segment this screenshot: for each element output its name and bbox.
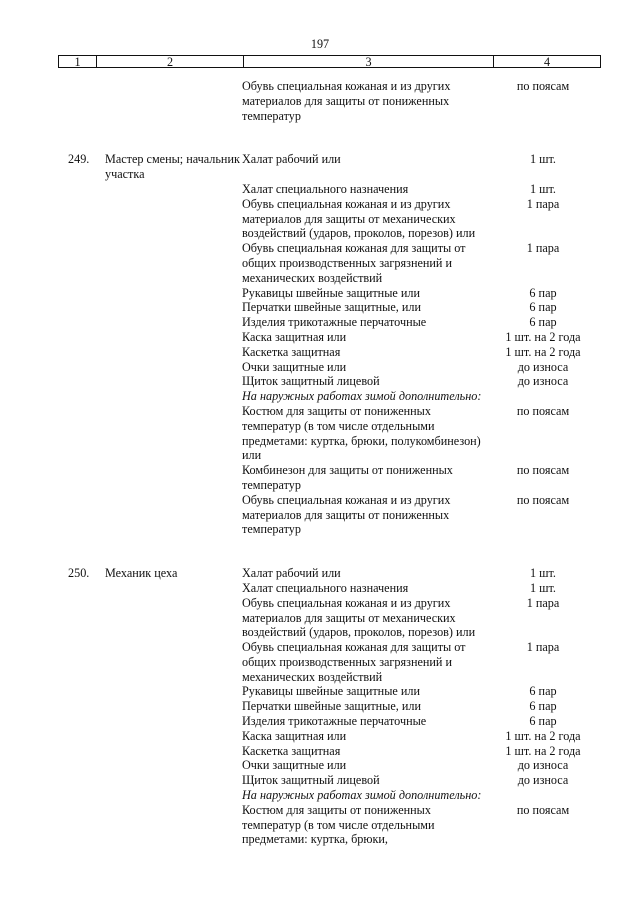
- profession-cell: [105, 374, 242, 389]
- profession-cell: [105, 182, 242, 197]
- protective-item: Комбинезон для защиты от пониженных температур: [242, 463, 453, 492]
- entry-number-cell: [0, 182, 105, 197]
- issue-norm: 1 шт.: [530, 181, 556, 196]
- profession-cell: [105, 729, 242, 744]
- issue-norm: 1 пара: [526, 595, 560, 610]
- profession-cell: [105, 241, 242, 285]
- entry-number-cell: [0, 300, 105, 315]
- entry-number-cell: [0, 404, 105, 463]
- entry-number-cell: [0, 315, 105, 330]
- protective-item: Очки защитные или: [242, 359, 347, 374]
- profession-cell: [105, 197, 242, 241]
- entry-number-cell: [0, 714, 105, 729]
- issue-norm: 1 шт.: [530, 152, 556, 167]
- table-row: [0, 684, 640, 699]
- table-row: [0, 182, 640, 197]
- table-row: [0, 596, 640, 640]
- protective-item: Каскетка защитная: [242, 344, 341, 359]
- protective-item: Очки защитные или: [242, 758, 347, 773]
- profession-cell: [105, 773, 242, 788]
- column-header-2: 2: [97, 56, 244, 67]
- protective-item: Костюм для защиты от пониженных температур (в том числе отдельными предметами: куртка, брюки,: [242, 802, 435, 847]
- profession-cell: [105, 714, 242, 729]
- table-row: [0, 581, 640, 596]
- entry-number-cell: [0, 803, 105, 847]
- entry-number-cell: [0, 684, 105, 699]
- item-note: На наружных работах зимой дополнительно:: [242, 389, 482, 404]
- table-row: [0, 315, 640, 330]
- entry-number-cell: [0, 493, 105, 537]
- protective-item: Перчатки швейные защитные, или: [242, 300, 422, 315]
- protective-item: Обувь специальная кожаная и из других материалов для защиты от механических воздействий (ударов, проколов, порезов) или: [242, 196, 476, 241]
- table-row: [0, 729, 640, 744]
- issue-norm: 6 пар: [529, 699, 557, 714]
- table-row: [0, 566, 640, 581]
- protective-item: Обувь специальная кожаная для защиты от общих производственных загрязнений и механических воздействий: [242, 241, 466, 285]
- profession-cell: [105, 803, 242, 847]
- protective-item: Рукавицы швейные защитные или: [242, 285, 420, 300]
- entry-number-cell: [0, 581, 105, 596]
- profession-cell: [105, 286, 242, 301]
- entry-number-cell: [0, 788, 105, 803]
- profession-cell: [105, 330, 242, 345]
- profession-name: Мастер смены; начальник участка: [105, 152, 240, 182]
- profession-cell: [105, 315, 242, 330]
- profession-cell: [105, 566, 242, 581]
- profession-cell: [105, 788, 242, 803]
- profession-cell: [105, 699, 242, 714]
- table-row: [0, 493, 640, 537]
- column-header-1: 1: [59, 56, 97, 67]
- issue-norm: 1 пара: [526, 196, 560, 211]
- protective-item: Халат специального назначения: [242, 580, 409, 595]
- table-row: [0, 152, 640, 182]
- entry-number-cell: [0, 360, 105, 375]
- protective-item: Халат рабочий или: [242, 152, 341, 167]
- entry-number: 250.: [68, 566, 90, 581]
- issue-norm: 6 пар: [529, 714, 557, 729]
- profession-cell: [105, 581, 242, 596]
- table-row: [0, 374, 640, 389]
- protective-item: Изделия трикотажные перчаточные: [242, 315, 427, 330]
- issue-norm: 1 пара: [526, 241, 560, 256]
- table-row: [0, 79, 640, 123]
- protective-item: Обувь специальная кожаная для защиты от общих производственных загрязнений и механических воздействий: [242, 640, 466, 684]
- column-header-4: 4: [543, 55, 551, 69]
- table-row: [0, 300, 640, 315]
- issue-norm: до износа: [517, 374, 569, 389]
- table-row: [0, 330, 640, 345]
- issue-norm: 1 шт.: [530, 566, 556, 581]
- entry-number-cell: [0, 758, 105, 773]
- issue-norm: 6 пар: [529, 315, 557, 330]
- entry-number-cell: [0, 463, 105, 493]
- row-spacer: [0, 537, 640, 566]
- entry-number-cell: [0, 374, 105, 389]
- entry-number-cell: [0, 330, 105, 345]
- entry-number-cell: [0, 596, 105, 640]
- issue-norm: до износа: [517, 773, 569, 788]
- entry-number-cell: [0, 773, 105, 788]
- protective-item: Обувь специальная кожаная и из других материалов для защиты от механических воздействий (ударов, проколов, порезов) или: [242, 595, 476, 640]
- profession-cell: [105, 463, 242, 493]
- table-body: [0, 79, 640, 847]
- issue-norm: [482, 389, 604, 404]
- table-row: [0, 758, 640, 773]
- profession-cell: [105, 744, 242, 759]
- profession-cell: [105, 758, 242, 773]
- entry-number-cell: [0, 640, 105, 684]
- profession-cell: [105, 493, 242, 537]
- table-row: [0, 714, 640, 729]
- issue-norm: до износа: [517, 758, 569, 773]
- issue-norm: по поясам: [516, 802, 570, 817]
- entry-number-cell: [0, 152, 105, 182]
- issue-norm: по поясам: [516, 79, 570, 93]
- entry-number-cell: [0, 79, 105, 123]
- entry-number-cell: [0, 241, 105, 285]
- entry-number-cell: [0, 286, 105, 301]
- profession-name: Механик цеха: [105, 566, 178, 581]
- table-row: [0, 773, 640, 788]
- profession-cell: [105, 640, 242, 684]
- profession-cell: [105, 300, 242, 315]
- issue-norm: [482, 788, 604, 803]
- issue-norm: 1 шт. на 2 года: [505, 344, 581, 359]
- profession-cell: [105, 596, 242, 640]
- table-row: [0, 241, 640, 285]
- entry-number-cell: [0, 389, 105, 404]
- table-row: [0, 404, 640, 463]
- profession-cell: [105, 79, 242, 123]
- table-row: [0, 389, 640, 404]
- protective-item: Щиток защитный лицевой: [242, 374, 380, 389]
- issue-norm: 1 шт. на 2 года: [505, 329, 581, 344]
- entry-number-cell: [0, 345, 105, 360]
- entry-number: 249.: [68, 152, 90, 167]
- table-row: [0, 197, 640, 241]
- entry-number-cell: [0, 566, 105, 581]
- column-header-3: 3: [244, 56, 494, 67]
- issue-norm: 1 пара: [526, 640, 560, 655]
- entry-number-cell: [0, 744, 105, 759]
- table-row: [0, 788, 640, 803]
- protective-item: Щиток защитный лицевой: [242, 773, 380, 788]
- profession-cell: [105, 152, 242, 182]
- row-spacer: [0, 123, 640, 152]
- profession-cell: [105, 684, 242, 699]
- issue-norm: 6 пар: [529, 684, 557, 699]
- issue-norm: по поясам: [516, 492, 570, 507]
- item-note: На наружных работах зимой дополнительно:: [242, 788, 482, 803]
- issue-norm: 1 шт.: [530, 580, 556, 595]
- table-row: [0, 699, 640, 714]
- protective-item: Костюм для защиты от пониженных температур (в том числе отдельными предметами: куртка, брюки, полукомбинезон) или: [242, 403, 481, 463]
- table-row: [0, 345, 640, 360]
- issue-norm: по поясам: [516, 463, 570, 478]
- issue-norm: 6 пар: [529, 300, 557, 315]
- issue-norm: 1 шт. на 2 года: [505, 728, 581, 743]
- protective-item: Халат рабочий или: [242, 566, 341, 581]
- table-row: [0, 803, 640, 847]
- protective-item: Каска защитная или: [242, 329, 347, 344]
- table-header: [58, 55, 601, 68]
- protective-item: Изделия трикотажные перчаточные: [242, 714, 427, 729]
- issue-norm: по поясам: [516, 403, 570, 418]
- protective-item: Обувь специальная кожаная и из других материалов для защиты от пониженных температур: [242, 79, 451, 123]
- profession-cell: [105, 360, 242, 375]
- table-row: [0, 640, 640, 684]
- table-row: [0, 286, 640, 301]
- profession-cell: [105, 404, 242, 463]
- table-row: [0, 463, 640, 493]
- issue-norm: 1 шт. на 2 года: [505, 743, 581, 758]
- profession-cell: [105, 345, 242, 360]
- protective-item: Халат специального назначения: [242, 181, 409, 196]
- protective-item: Каскетка защитная: [242, 743, 341, 758]
- entry-number-cell: [0, 729, 105, 744]
- protective-item: Перчатки швейные защитные, или: [242, 699, 422, 714]
- table-row: [0, 360, 640, 375]
- protective-item: Рукавицы швейные защитные или: [242, 684, 420, 699]
- profession-cell: [105, 389, 242, 404]
- protective-item: Каска защитная или: [242, 728, 347, 743]
- table-row: [0, 744, 640, 759]
- page-number: 197: [310, 37, 330, 51]
- issue-norm: до износа: [517, 359, 569, 374]
- entry-number-cell: [0, 197, 105, 241]
- issue-norm: 6 пар: [529, 285, 557, 300]
- entry-number-cell: [0, 699, 105, 714]
- protective-item: Обувь специальная кожаная и из других материалов для защиты от пониженных температур: [242, 492, 451, 537]
